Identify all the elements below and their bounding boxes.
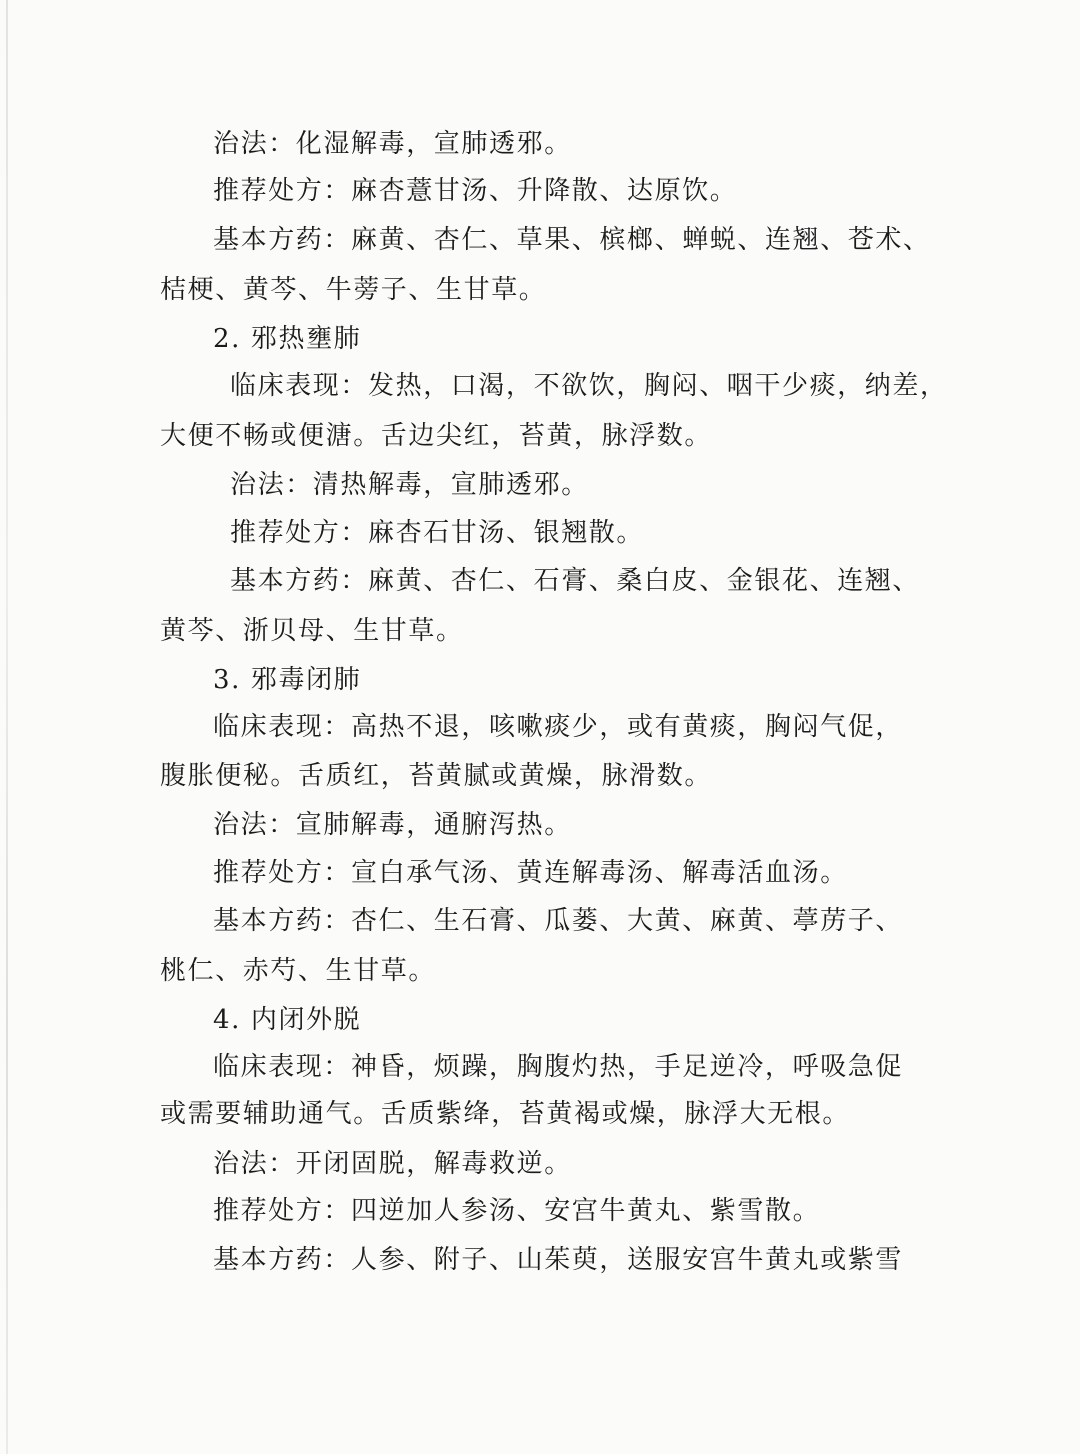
basic-herbs-continued-line: 桔梗、黄芩、牛蒡子、生甘草。 [160,275,547,305]
basic-herbs-line: 基本方药：人参、附子、山茱萸，送服安宫牛黄丸或紫雪 [213,1245,904,1275]
clinical-manifestation-line: 临床表现：发热，口渴，不欲饮，胸闷、咽干少痰，纳差， [230,371,948,401]
treatment-method-line: 治法：开闭固脱，解毒救逆。 [213,1149,572,1179]
clinical-manifestation-line: 临床表现：神昏，烦躁，胸腹灼热，手足逆冷，呼吸急促 [213,1052,904,1082]
section-heading-3: 3. 邪毒闭肺 [213,665,362,695]
page-edge-divider [6,0,8,1454]
clinical-manifestation-continued-line: 或需要辅助通气。舌质紫绛，苔黄褐或燥，脉浮大无根。 [160,1099,851,1129]
basic-herbs-line: 基本方药：杏仁、生石膏、瓜蒌、大黄、麻黄、葶苈子、 [213,906,904,936]
section-heading-2: 2. 邪热壅肺 [213,324,362,354]
treatment-method-line: 治法：化湿解毒，宣肺透邪。 [213,129,572,159]
recommended-prescription-line: 推荐处方：麻杏薏甘汤、升降散、达原饮。 [213,176,738,206]
clinical-manifestation-continued-line: 大便不畅或便溏。舌边尖红，苔黄，脉浮数。 [160,421,713,451]
recommended-prescription-line: 推荐处方：麻杏石甘汤、银翘散。 [230,518,645,548]
treatment-method-line: 治法：宣肺解毒，通腑泻热。 [213,810,572,840]
basic-herbs-line: 基本方药：麻黄、杏仁、草果、槟榔、蝉蜕、连翘、苍术、 [213,225,931,255]
clinical-manifestation-continued-line: 腹胀便秘。舌质红，苔黄腻或黄燥，脉滑数。 [160,761,713,791]
recommended-prescription-line: 推荐处方：四逆加人参汤、安宫牛黄丸、紫雪散。 [213,1196,821,1226]
basic-herbs-continued-line: 黄芩、浙贝母、生甘草。 [160,616,464,646]
recommended-prescription-line: 推荐处方：宣白承气汤、黄连解毒汤、解毒活血汤。 [213,858,848,888]
treatment-method-line: 治法：清热解毒，宣肺透邪。 [230,470,589,500]
section-heading-4: 4. 内闭外脱 [213,1005,362,1035]
basic-herbs-line: 基本方药：麻黄、杏仁、石膏、桑白皮、金银花、连翘、 [230,566,921,596]
clinical-manifestation-line: 临床表现：高热不退，咳嗽痰少，或有黄痰，胸闷气促， [213,712,904,742]
basic-herbs-continued-line: 桃仁、赤芍、生甘草。 [160,956,437,986]
